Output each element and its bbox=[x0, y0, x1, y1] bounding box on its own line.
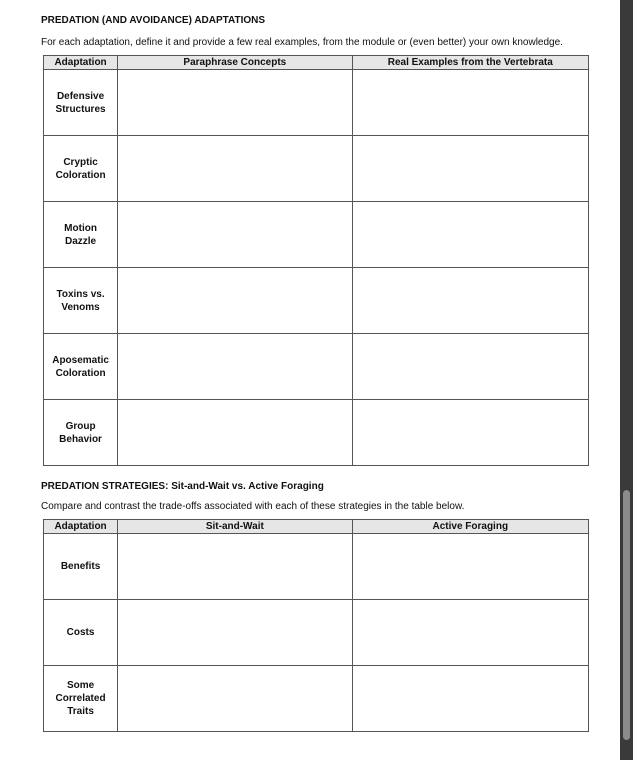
active-foraging-cell[interactable] bbox=[352, 600, 588, 666]
examples-cell[interactable] bbox=[352, 202, 588, 268]
section1-heading: PREDATION (AND AVOIDANCE) ADAPTATIONS bbox=[41, 15, 266, 26]
row-label-line: Dazzle bbox=[65, 235, 97, 247]
row-label-line: Venoms bbox=[61, 301, 100, 313]
row-label-correlated-traits bbox=[44, 666, 118, 732]
row-label-line: Correlated bbox=[55, 693, 106, 704]
table-row bbox=[44, 202, 589, 268]
section2-instructions: Compare and contrast the trade-offs associated with each of these strategies in the table below. bbox=[41, 501, 465, 512]
row-label-aposematic-coloration bbox=[44, 334, 118, 400]
row-label-line: Aposematic bbox=[52, 354, 109, 366]
paraphrase-cell[interactable] bbox=[118, 400, 352, 466]
examples-cell[interactable] bbox=[352, 268, 588, 334]
row-label-line: Toxins vs. bbox=[56, 288, 105, 300]
table-row bbox=[44, 136, 589, 202]
row-label-line: Group bbox=[65, 420, 96, 432]
header-active-foraging: Active Foraging bbox=[352, 520, 588, 534]
sit-and-wait-cell[interactable] bbox=[118, 534, 352, 600]
examples-cell[interactable] bbox=[352, 70, 588, 136]
row-label-line: Benefits bbox=[60, 561, 101, 572]
header-adaptation: Adaptation bbox=[44, 520, 118, 534]
row-label-toxins-vs-venoms bbox=[44, 268, 118, 334]
paraphrase-cell[interactable] bbox=[118, 268, 352, 334]
row-label-benefits bbox=[44, 534, 118, 600]
row-label-line: Structures bbox=[55, 103, 106, 115]
active-foraging-cell[interactable] bbox=[352, 666, 588, 732]
row-label-line: Traits bbox=[67, 706, 94, 717]
sit-and-wait-cell[interactable] bbox=[118, 666, 352, 732]
table-row bbox=[44, 600, 589, 666]
paraphrase-cell[interactable] bbox=[118, 202, 352, 268]
row-label-motion-dazzle bbox=[44, 202, 118, 268]
row-label-cryptic-coloration bbox=[44, 136, 118, 202]
paraphrase-cell[interactable] bbox=[118, 70, 352, 136]
header-real-examples: Real Examples from the Vertebrata bbox=[352, 56, 588, 70]
table-row bbox=[44, 534, 589, 600]
header-paraphrase-concepts: Paraphrase Concepts bbox=[118, 56, 352, 70]
section1-instructions: For each adaptation, define it and provide a few real examples, from the module or (even better) your own knowledge. bbox=[41, 37, 563, 48]
row-label-line: Coloration bbox=[55, 169, 106, 181]
row-label-line: Cryptic bbox=[63, 156, 98, 168]
row-label-costs bbox=[44, 600, 118, 666]
table-header-row bbox=[44, 520, 589, 534]
strategies-table bbox=[43, 519, 589, 732]
table-header-row bbox=[44, 56, 589, 70]
row-label-defensive-structures bbox=[44, 70, 118, 136]
sit-and-wait-cell[interactable] bbox=[118, 600, 352, 666]
row-label-group-behavior bbox=[44, 400, 118, 466]
header-sit-and-wait: Sit-and-Wait bbox=[118, 520, 352, 534]
section2-heading: PREDATION STRATEGIES: Sit-and-Wait vs. Active Foraging bbox=[41, 481, 324, 492]
row-label-line: Costs bbox=[66, 627, 95, 638]
row-label-line: Defensive bbox=[56, 90, 105, 102]
active-foraging-cell[interactable] bbox=[352, 534, 588, 600]
examples-cell[interactable] bbox=[352, 400, 588, 466]
row-label-line: Some bbox=[66, 680, 95, 691]
table-row bbox=[44, 666, 589, 732]
row-label-line: Coloration bbox=[55, 367, 106, 379]
header-adaptation: Adaptation bbox=[44, 56, 118, 70]
vertical-scrollbar[interactable] bbox=[620, 0, 633, 760]
examples-cell[interactable] bbox=[352, 136, 588, 202]
row-label-line: Motion bbox=[64, 222, 97, 234]
table-row bbox=[44, 70, 589, 136]
table-row bbox=[44, 334, 589, 400]
adaptations-table bbox=[43, 55, 589, 466]
table-row bbox=[44, 268, 589, 334]
scrollbar-thumb[interactable] bbox=[623, 490, 630, 740]
paraphrase-cell[interactable] bbox=[118, 334, 352, 400]
row-label-line: Behavior bbox=[59, 433, 102, 445]
table-row bbox=[44, 400, 589, 466]
examples-cell[interactable] bbox=[352, 334, 588, 400]
paraphrase-cell[interactable] bbox=[118, 136, 352, 202]
